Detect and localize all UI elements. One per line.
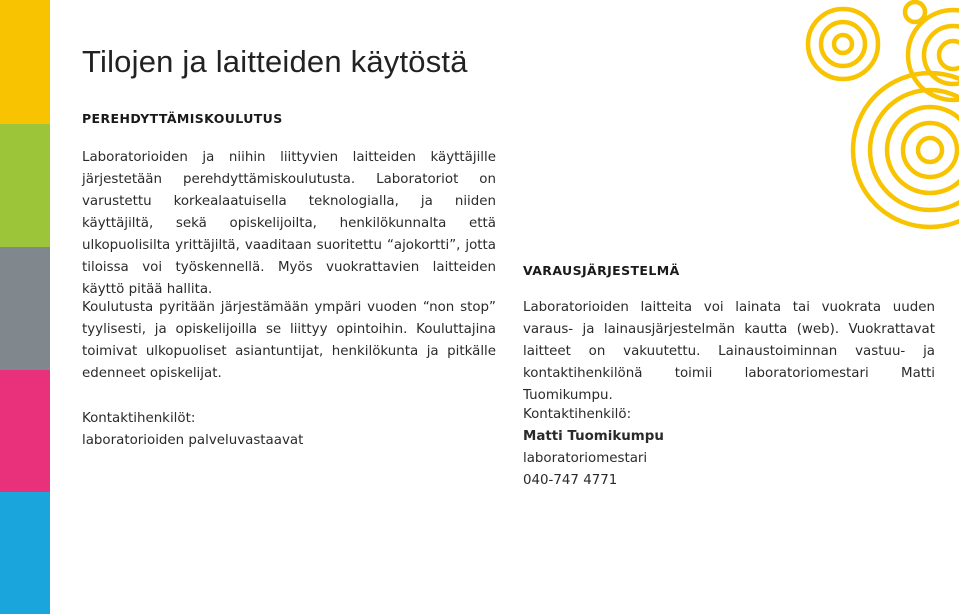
color-bar-blue: [0, 492, 50, 614]
contact-role: laboratoriomestari: [523, 451, 648, 466]
reservation-paragraph: Laboratorioiden laitteita voi lainata tai vuokrata uuden varaus- ja lainausjärjestelmän kautta (web). Vuokrattavat laitteet on vakuutettu. Lainaustoiminnan vastuu- ja kontaktihenkilönä toimii laboratoriomestari Matti Tuomikumpu.: [523, 300, 935, 403]
contact-value: laboratorioiden palveluvastaavat: [82, 433, 304, 448]
concentric-circles-icon: [795, 0, 959, 260]
color-bar: [0, 0, 50, 614]
training-paragraph-2: Koulutusta pyritään järjestämään ympäri vuoden “non stop” tyylisesti, ja opiskelijoilla se liittyy opintoihin. Kouluttajina toimivat ulkopuoliset asiantuntijat, henkilökunta ja pitkälle edenneet opiskelijat.: [82, 300, 496, 381]
section-heading-training: PEREHDYTTÄMISKOULUTUS: [82, 111, 283, 126]
page-title: Tilojen ja laitteiden käytöstä: [82, 44, 468, 79]
contact-name: Matti Tuomikumpu: [523, 429, 664, 444]
training-paragraph-1: Laboratorioiden ja niihin liittyvien laitteiden käyttäjille järjestetään perehdyttämiskoulutusta. Laboratoriot on varustettu korkealaatuisella teknologialla, ja niiden käyttäjiltä, sekä opiskelijoilta, henkilökunnalta että ulkopuolisilta yrittäjiltä, vaaditaan suoritettu “ajokortti”, jotta tiloissa voi työskennellä. Myös vuokrattavien laitteiden käyttö pitää hallita.: [82, 150, 496, 297]
reservation-contact: [523, 404, 664, 492]
section-heading-reservation: VARAUSJÄRJESTELMÄ: [523, 263, 680, 278]
color-bar-yellow: [0, 0, 50, 124]
color-bar-green: [0, 124, 50, 247]
contact-phone: 040-747 4771: [523, 473, 618, 488]
color-bar-pink: [0, 370, 50, 492]
color-bar-gray: [0, 247, 50, 370]
training-contact: [82, 408, 303, 452]
contact-label: Kontaktihenkilö:: [523, 407, 632, 422]
contact-label: Kontaktihenkilöt:: [82, 411, 196, 426]
